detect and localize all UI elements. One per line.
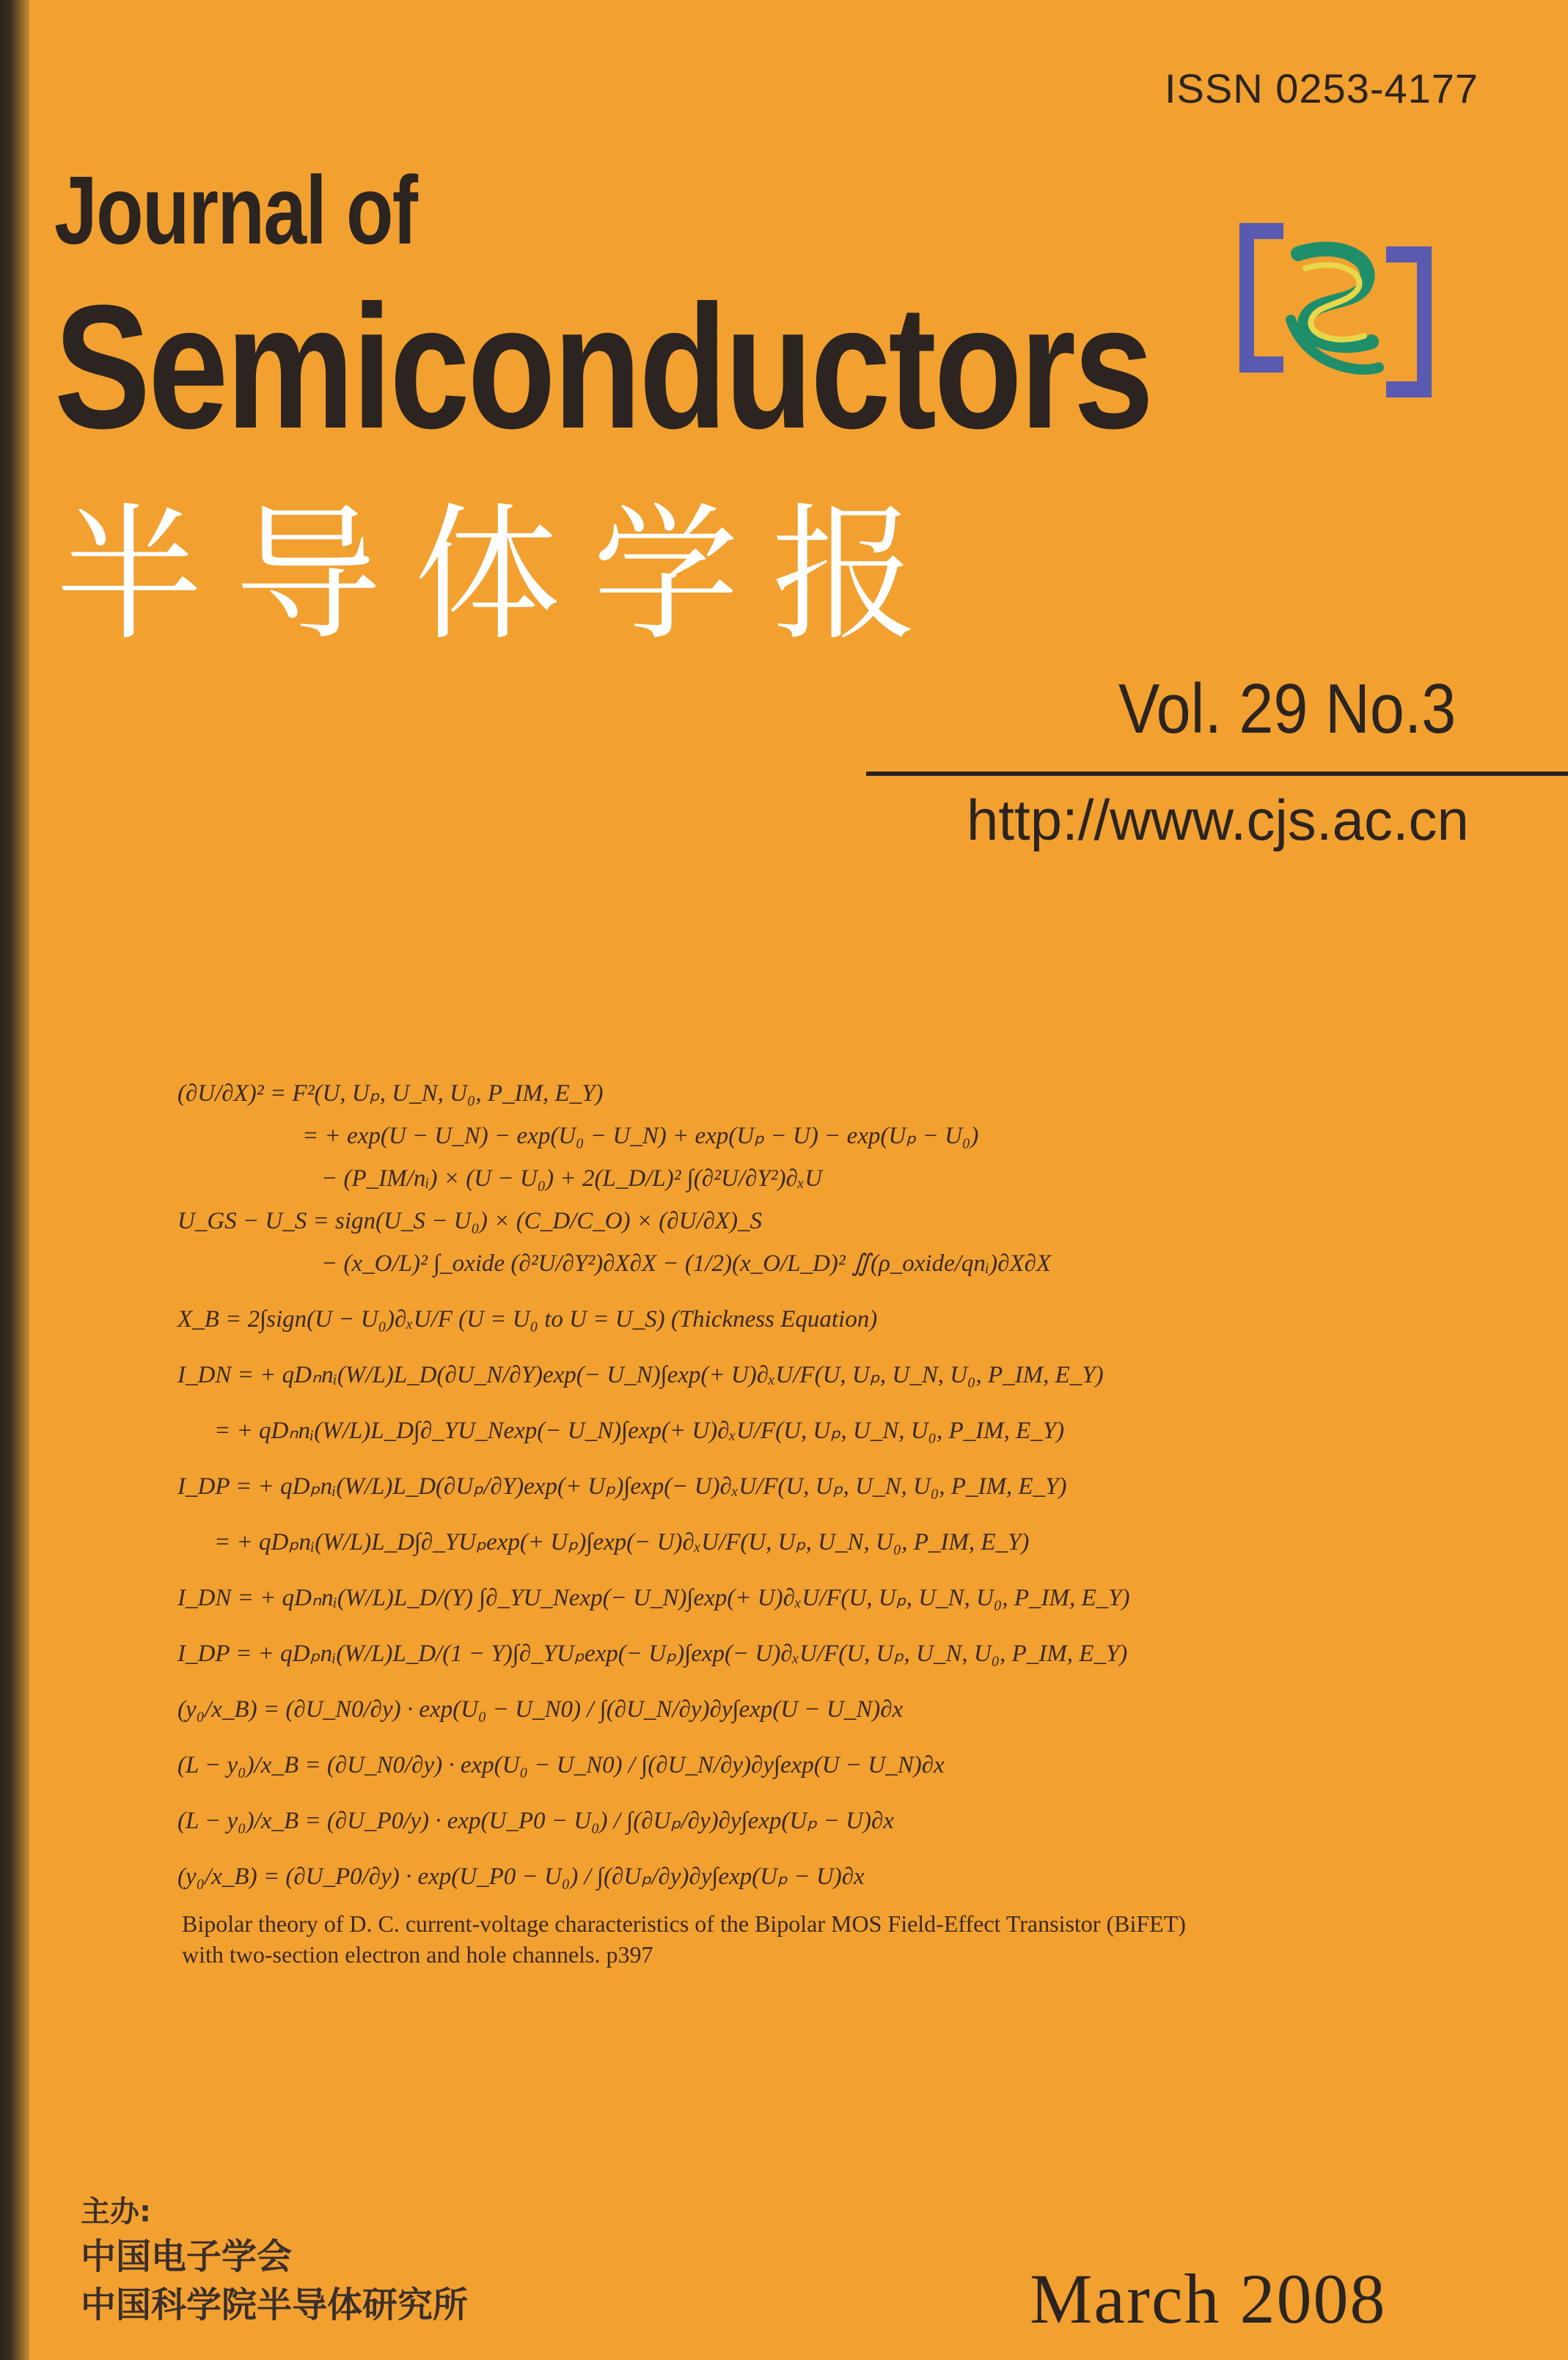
journal-cover — [29, 0, 1568, 2360]
sponsor-org: 中国电子学会 — [81, 2236, 293, 2277]
equation-line: − (P_IM/nᵢ) × (U − U₀) + 2(L_D/L)² ∫(∂²U/∂Y²)∂ₓU — [321, 1165, 823, 1192]
journal-title-chinese: 半导体学报 — [56, 490, 951, 661]
journal-website: http://www.cjs.ac.cn — [967, 788, 1469, 852]
sponsor-label: 主办: — [81, 2195, 151, 2229]
equation-line: U_GS − U_S = sign(U_S − U₀) × (C_D/C_O) × (∂U/∂X)_S — [177, 1208, 763, 1234]
sponsor-block — [81, 2191, 491, 2329]
cjs-logo-icon — [1232, 217, 1437, 408]
sponsor-org: 中国科学院半导体研究所 — [81, 2284, 469, 2326]
equation-line: = + qDₚnᵢ(W/L)L_D∫∂_YUₚexp(+ Uₚ)∫exp(− U)∂ₓU/F(U, Uₚ, U_N, U₀, P_IM, E_Y) — [214, 1529, 1030, 1555]
featured-article-caption — [182, 1908, 1429, 1970]
volume-issue: Vol. 29 No.3 — [1118, 670, 1457, 748]
caption-line: Bipolar theory of D. C. current-voltage characteristics of the Bipolar MOS Field-Effect Transistor (BiFET) — [182, 1910, 1186, 1937]
equation-line: (L − y₀)/x_B = (∂U_N0/∂y) · exp(U₀ − U_N0) / ∫(∂U_N/∂y)∂y∫exp(U − U_N)∂x — [177, 1752, 945, 1778]
equation-line: = + qDₙnᵢ(W/L)L_D∫∂_YU_Nexp(− U_N)∫exp(+ U)∂ₓU/F(U, Uₚ, U_N, U₀, P_IM, E_Y) — [214, 1418, 1065, 1444]
equation-line: X_B = 2∫sign(U − U₀)∂ₓU/F (U = U₀ to U = U_S) (Thickness Equation) — [177, 1306, 878, 1333]
journal-title-line1: Journal of — [54, 156, 417, 264]
divider-line — [866, 772, 1568, 776]
caption-line: with two-section electron and hole channels. p397 — [182, 1941, 653, 1968]
equation-line: − (x_O/L)² ∫_oxide (∂²U/∂Y²)∂X∂X − (1/2)(x_O/L_D)² ∬(ρ_oxide/qnᵢ)∂X∂X — [321, 1250, 1052, 1277]
equation-line: I_DP = + qDₚnᵢ(W/L)L_D(∂Uₚ/∂Y)exp(+ Uₚ)∫exp(− U)∂ₓU/F(U, Uₚ, U_N, U₀, P_IM, E_Y) — [177, 1473, 1067, 1500]
book-spine-shadow — [0, 0, 29, 2360]
equation-line: = + exp(U − U_N) − exp(U₀ − U_N) + exp(Uₚ − U) − exp(Uₚ − U₀) — [302, 1123, 979, 1149]
equation-line: I_DN = + qDₙnᵢ(W/L)L_D/(Y) ∫∂_YU_Nexp(− U_N)∫exp(+ U)∂ₓU/F(U, Uₚ, U_N, U₀, P_IM, E_Y) — [177, 1585, 1130, 1611]
equation-line: I_DP = + qDₚnᵢ(W/L)L_D/(1 − Y)∫∂_YUₚexp(− Uₚ)∫exp(− U)∂ₓU/F(U, Uₚ, U_N, U₀, P_IM, E_Y) — [177, 1641, 1128, 1667]
issn-number: ISSN 0253-4177 — [1165, 65, 1479, 111]
equations-block — [177, 1072, 1424, 1911]
publication-date: March 2008 — [1030, 2260, 1387, 2338]
equation-line: (∂U/∂X)² = F²(U, Uₚ, U_N, U₀, P_IM, E_Y) — [177, 1080, 604, 1107]
equation-line: (y₀/x_B) = (∂U_P0/∂y) · exp(U_P0 − U₀) / ∫(∂Uₚ/∂y)∂y∫exp(Uₚ − U)∂x — [177, 1864, 865, 1890]
journal-title-line2: Semiconductors — [54, 268, 1152, 465]
equation-line: (y₀/x_B) = (∂U_N0/∂y) · exp(U₀ − U_N0) / ∫(∂U_N/∂y)∂y∫exp(U − U_N)∂x — [177, 1696, 904, 1723]
equation-line: (L − y₀)/x_B = (∂U_P0/y) · exp(U_P0 − U₀) / ∫(∂Uₚ/∂y)∂y∫exp(Uₚ − U)∂x — [177, 1808, 894, 1834]
equation-line: I_DN = + qDₙnᵢ(W/L)L_D(∂U_N/∂Y)exp(− U_N)∫exp(+ U)∂ₓU/F(U, Uₚ, U_N, U₀, P_IM, E_Y) — [177, 1362, 1104, 1388]
